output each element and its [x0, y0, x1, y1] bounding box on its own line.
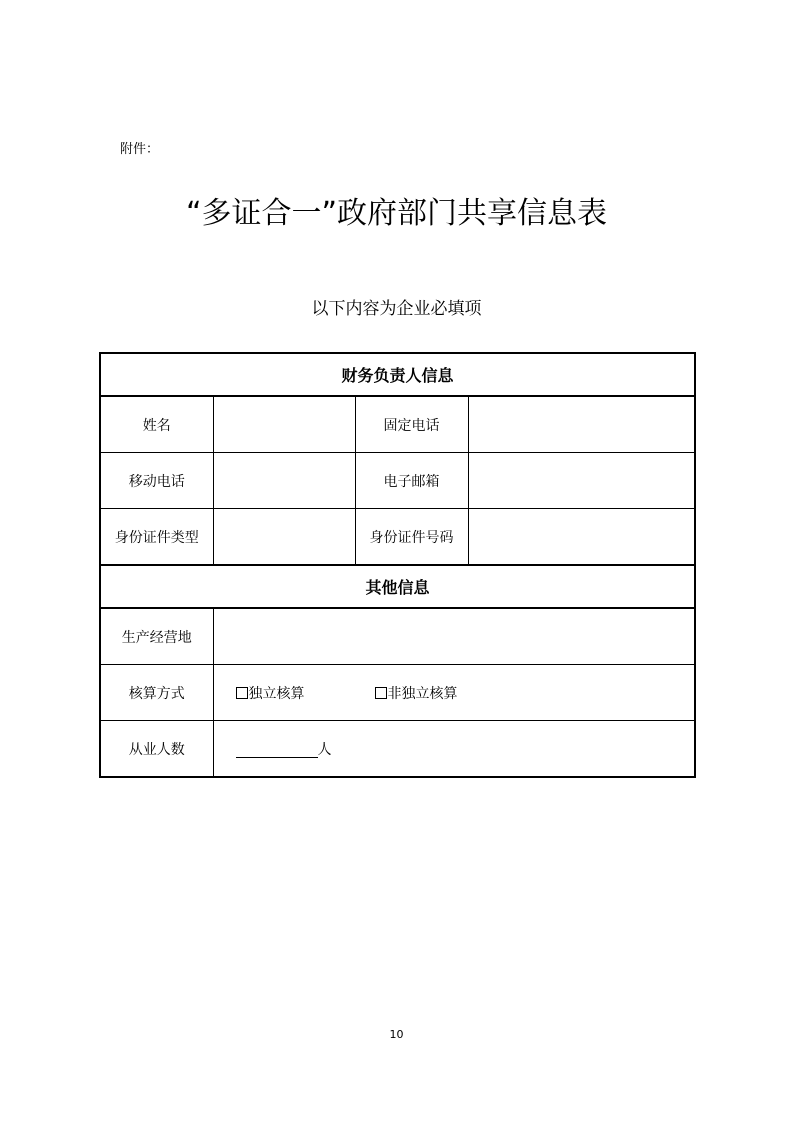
page-number: 10	[389, 1028, 404, 1041]
page-subtitle: 以下内容为企业必填项	[311, 299, 482, 319]
table-row	[100, 509, 695, 566]
employees-label: 从业人数	[100, 721, 213, 778]
attachment-label: 附件：	[120, 142, 160, 157]
email-label: 电子邮箱	[355, 453, 468, 509]
mobile-field[interactable]	[213, 453, 355, 509]
other-section-heading: 其他信息	[100, 565, 695, 608]
info-table	[99, 352, 696, 778]
name-field[interactable]	[213, 396, 355, 453]
id-type-label: 身份证件类型	[100, 509, 213, 566]
checkbox-icon[interactable]	[236, 687, 248, 699]
id-type-field[interactable]	[213, 509, 355, 566]
table-row	[100, 665, 695, 721]
landline-field[interactable]	[468, 396, 695, 453]
non-independent-accounting-option[interactable]	[375, 683, 458, 703]
email-field[interactable]	[468, 453, 695, 509]
accounting-method-label: 核算方式	[100, 665, 213, 721]
non-independent-accounting-label: 非独立核算	[387, 685, 458, 702]
location-field[interactable]	[213, 608, 695, 665]
name-label: 姓名	[100, 396, 213, 453]
id-number-field[interactable]	[468, 509, 695, 566]
mobile-label: 移动电话	[100, 453, 213, 509]
other-section-row	[100, 565, 695, 608]
employees-blank-field[interactable]	[236, 741, 318, 758]
employees-cell	[213, 721, 695, 778]
landline-label: 固定电话	[355, 396, 468, 453]
independent-accounting-option[interactable]	[236, 683, 305, 703]
accounting-method-options	[213, 665, 695, 721]
location-label: 生产经营地	[100, 608, 213, 665]
table-row	[100, 453, 695, 509]
table-row	[100, 721, 695, 778]
employees-unit: 人	[317, 741, 332, 758]
id-number-label: 身份证件号码	[355, 509, 468, 566]
finance-section-heading: 财务负责人信息	[100, 353, 695, 396]
checkbox-icon[interactable]	[375, 687, 387, 699]
page-title: “多证合一”政府部门共享信息表	[185, 196, 608, 231]
table-row	[100, 608, 695, 665]
independent-accounting-label: 独立核算	[248, 685, 305, 702]
table-row	[100, 396, 695, 453]
finance-section-row	[100, 353, 695, 396]
